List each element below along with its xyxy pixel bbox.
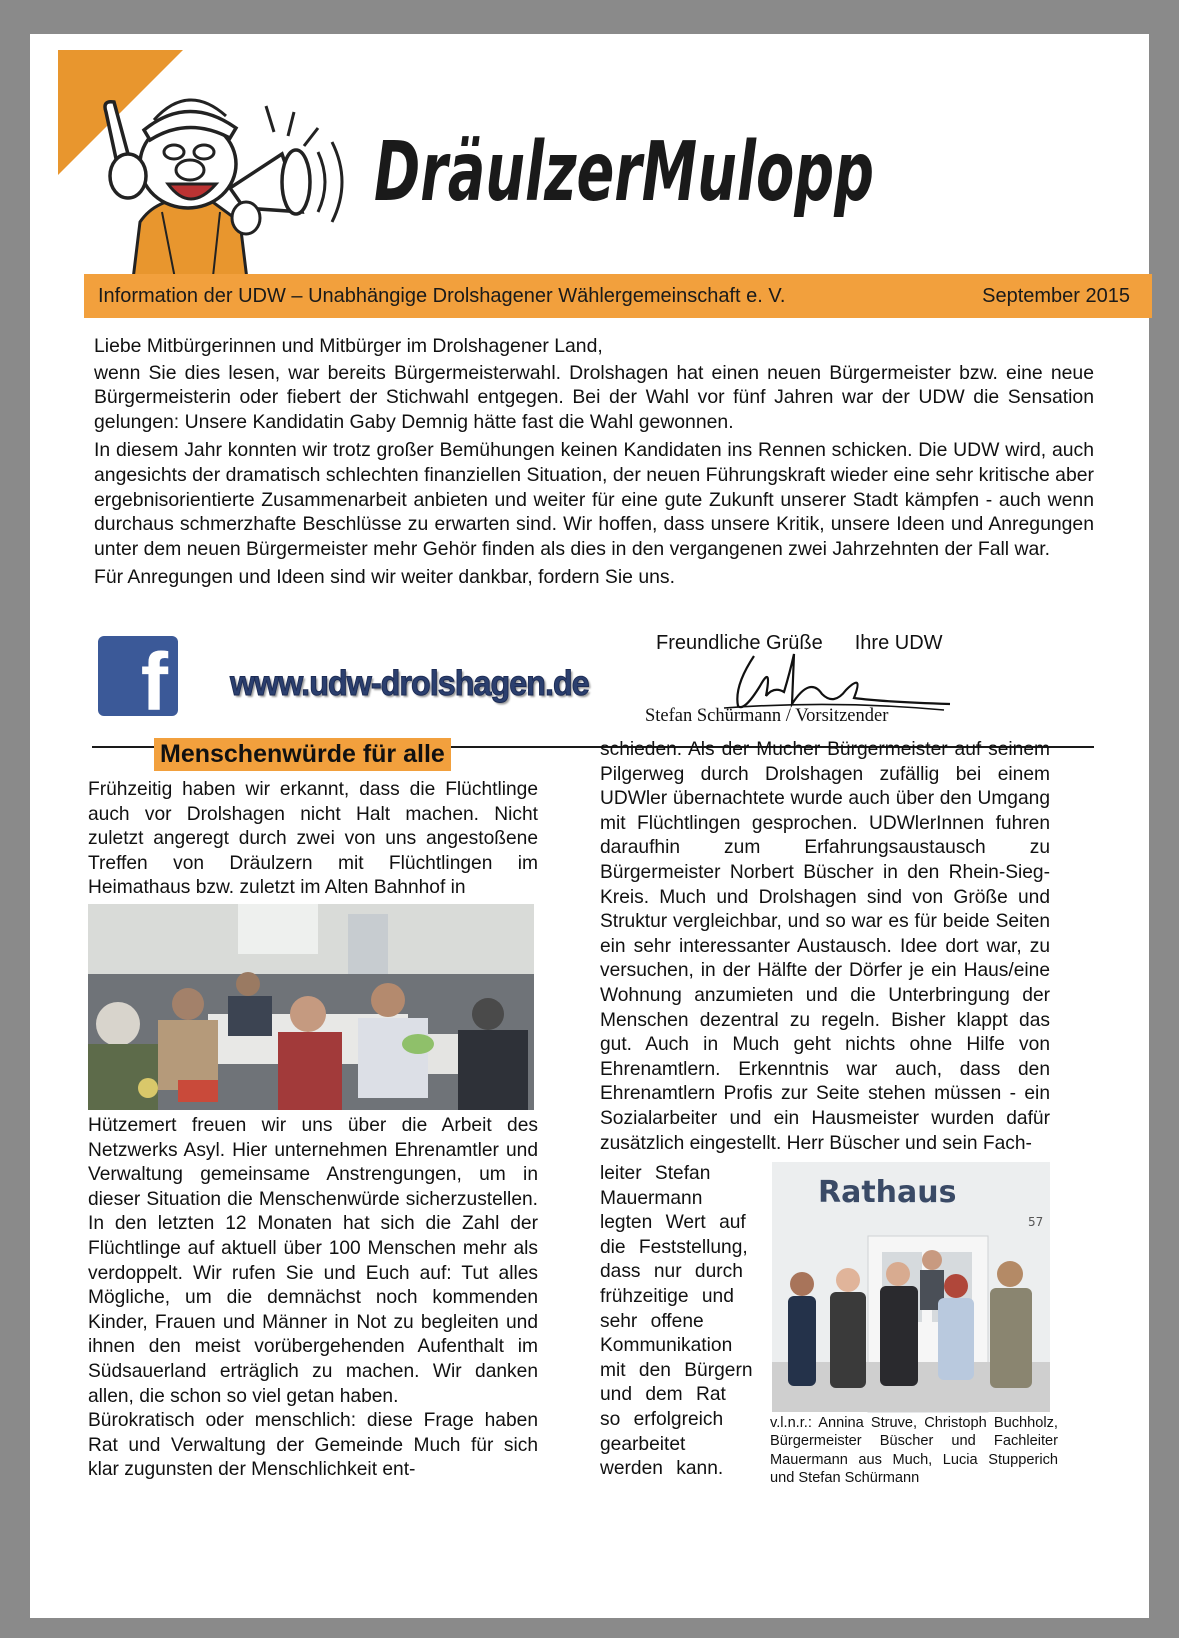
letter-salutation: Liebe Mitbürgerinnen und Mitbürger im Drolshagener Land,	[94, 335, 603, 357]
article-heading: Menschenwürde für alle	[154, 738, 451, 771]
letter-paragraph: Für Anregungen und Ideen sind wir weiter dankbar, fordern Sie uns.	[94, 566, 675, 589]
logo-text: DräulzerMulopp	[374, 125, 874, 220]
article-right-narrow-text: leiter Stefan Mauermann legten Wert auf die Feststellung, dass nur durch frühzeitige und sehr offene Kommunikation mit den Bürgern und dem Rat so erfolgreich gearbeitet werden kann.	[600, 1163, 753, 1480]
article-right-top: schieden. Als der Mucher Bürgermeister auf seinem Pilgerweg durch Drolshagen zufällig bei einem UDWler übernachtete wurde auch über den Umgang mit Flüchtlingen gesprochen. UDWlerInnen fuhren daraufhin zum Erfahrungsaustausch zu Bürgermeister Norbert Büscher in den Rhein-Sieg-Kreis. Much und Drolshagen sind von Größe und Struktur vergleichbar, und so war es für beide Seiten ein sehr interessanter Austausch. Idee dort war, zu versuchen, in der Hälfte der Dörfer je ein Haus/eine Wohnung anzumieten und die Unterbringung der Menschen dezentral zu regeln. Bisher klappt das gut. Auch in Much geht nichts ohne Hilfe von Ehrenamtlern. Erkenntnis war auch, dass den Ehrenamtlern Profis zur Seite stehen müssen - ein Sozialarbeiter und ein Hausmeister wurden dafür zusätzlich eingestellt. Herr Büscher und sein Fach-	[600, 739, 1050, 1154]
band-publisher: Information der UDW – Unabhängige Drolshagener Wählergemeinschaft e. V.	[98, 284, 786, 307]
article-left-top: Frühzeitig haben wir erkannt, dass die Flüchtlinge auch vor Drolshagen nicht Halt machen. Nicht zuletzt angeregt durch zwei von uns angestoßene Treffen von Dräulzern mit Flüchtlingen im Heimathaus bzw. zuletzt im Alten Bahnhof in	[88, 779, 538, 899]
greeting-text: Freundliche Grüße	[656, 632, 823, 654]
editorial-letter	[94, 334, 1094, 594]
letter-paragraph: wenn Sie dies lesen, war bereits Bürgermeisterwahl. Drolshagen hat einen neuen Bürgermeister bzw. eine neue Bürgermeisterin oder fiebert der Stichwahl entgegen. Bei der Wahl vor fünf Jahren war der UDW die Sensation gelungen: Unsere Kandidatin Gaby Demnig hätte fast die Wahl gewonnen.	[94, 361, 1094, 433]
megaphone-mascot-icon	[70, 72, 370, 304]
website-link[interactable]: www.udw-drolshagen.de	[230, 664, 589, 703]
band-date: September 2015	[982, 284, 1130, 307]
signer-name: Stefan Schürmann / Vorsitzender	[645, 706, 889, 726]
refugee-meeting-photo	[88, 904, 534, 1110]
masthead-band	[84, 274, 1152, 318]
rathaus-group-photo	[772, 1162, 1050, 1412]
article-right-narrow	[600, 1162, 758, 1482]
greeting-sender: Ihre UDW	[854, 632, 943, 654]
article-left-bottom-p2: Bürokratisch oder menschlich: diese Frage haben Rat und Verwaltung der Gemeinde Much für sich klar zugunsten der Menschlichkeit ent-	[88, 1410, 538, 1481]
newsletter-page	[30, 34, 1149, 1618]
letter-paragraph: In diesem Jahr konnten wir trotz großer Bemühungen keinen Kandidaten ins Rennen schicken. Die UDW wird, auch angesichts der dramatisch schlechten finanziellen Situation, der neuen Führungskraft wieder eine sehr kritische aber ergebnisorientierte Zusammenarbeit anbieten und weiter für eine gute Zukunft unserer Stadt kämpfen - auch wenn durchaus schmerzhafte Beschlüsse zu erwarten sind. Wir hoffen, dass unsere Kritik, unsere Ideen und Anregungen unter dem neuen Bürgermeister mehr Gehör finden als dies in den vergangenen zwei Jahrzehnten der Fall war.	[94, 439, 1094, 560]
rathaus-sign: Rathaus	[818, 1175, 957, 1210]
article-left-bottom-p1: Hützemert freuen wir uns über die Arbeit des Netzwerks Asyl. Hier unternehmen Ehrenamtler und Verwaltung gemeinsame Anstrengungen, um in dieser Situation die Menschenwürde sicherzustellen. In den letzten 12 Monaten hat sich die Zahl der Flüchtlinge auf aktuell über 100 Menschen mehr als verdoppelt. Wir rufen Sie und Euch auf: Tut alles Mögliche, um die demnächst noch kommenden Kinder, Frauen und Männer in Not zu begleiten und ihnen den meist vorübergehenden Aufenthalt im Südsauerland erträglich zu machen. Wir danken allen, die schon so viel getan haben.	[88, 1115, 538, 1407]
article-left-bottom	[88, 1114, 538, 1483]
facebook-glyph: f	[140, 637, 168, 728]
photo-caption: v.l.n.r.: Annina Struve, Christoph Buchholz, Bürgermeister Büscher und Fachleiter Mauermann aus Much, Lucia Stupperich und Stefan Schürmann	[770, 1415, 1058, 1487]
house-number: 57	[1028, 1215, 1044, 1229]
draulzer-mulopp-logo	[370, 96, 890, 236]
facebook-icon[interactable]	[98, 636, 178, 728]
